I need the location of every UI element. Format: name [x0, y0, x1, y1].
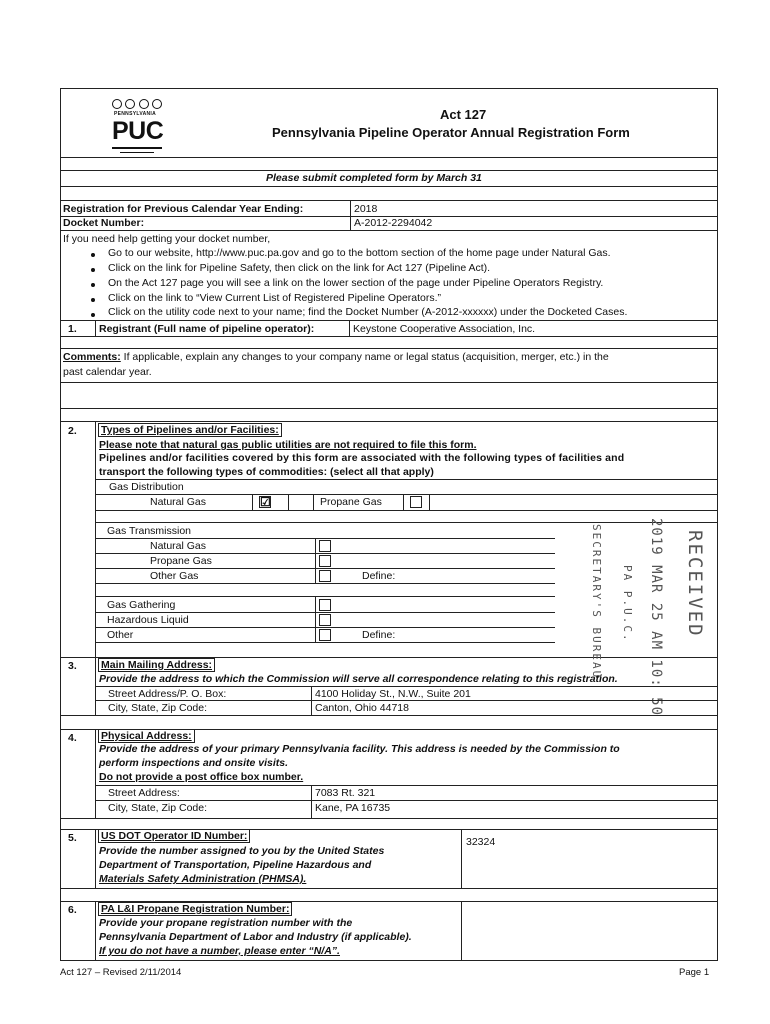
section2-number: 2. [68, 425, 77, 437]
mailing-street-value: 4100 Holiday St., N.W., Suite 201 [315, 688, 471, 700]
received-stamp-line1: RECEIVED [684, 530, 706, 638]
section4-desc-line3: Do not provide a post office box number. [99, 771, 304, 783]
docket-value: A-2012-2294042 [354, 217, 433, 229]
footer-page-number: Page 1 [679, 967, 710, 978]
section4-title [98, 729, 195, 743]
logo-subtitle: PENNSYLVANIA [114, 111, 157, 117]
comments-text: If applicable, explain any changes to your company name or legal status (acquisition, merger, etc.) in the [120, 351, 609, 363]
registrant-value: Keystone Cooperative Association, Inc. [353, 323, 536, 335]
submit-note: Please submit completed form by March 31 [266, 172, 482, 184]
transmission-propane-gas-label: Propane Gas [150, 555, 212, 567]
section3-desc: Provide the address to which the Commission will serve all correspondence relating to this registration. [99, 673, 618, 685]
logo-rule [112, 147, 162, 149]
section3-title [98, 658, 215, 672]
section6-desc-line2: Pennsylvania Department of Labor and Industry (if applicable). [99, 931, 412, 943]
gas-gathering-checkbox[interactable] [319, 599, 331, 611]
section2-desc-line2: transport the following types of commodities: (select all that apply) [99, 466, 434, 478]
logo-text: PUC [112, 117, 164, 145]
section5-title [98, 829, 250, 843]
section5-desc-line1: Provide the number assigned to you by the United States [99, 845, 385, 857]
help-item-1: Go to our website, http://www.puc.pa.gov and go to the bottom section of the home page under Natural Gas. [108, 247, 611, 259]
section1-number: 1. [68, 323, 77, 335]
help-item-5: Click on the utility code next to your name; find the Docket Number (A-2012-xxxxxx) under the Docketed Cases. [108, 306, 628, 318]
section2-title [98, 423, 282, 437]
comments-line2: past calendar year. [63, 366, 152, 378]
logo-circles [112, 99, 162, 109]
other-define-label: Define: [362, 629, 396, 641]
hazardous-liquid-checkbox[interactable] [319, 614, 331, 626]
year-value: 2018 [354, 203, 378, 215]
distribution-natural-gas-checkbox[interactable]: ☑ [260, 495, 271, 509]
form-title-line1: Act 127 [440, 107, 487, 122]
section6-number: 6. [68, 904, 77, 916]
received-stamp-line3: PA P.U.C. [621, 565, 634, 643]
help-intro: If you need help getting your docket number, [63, 233, 271, 245]
section4-desc-line1: Provide the address of your primary Pennsylvania facility. This address is needed by the Commission to [99, 743, 620, 755]
gas-gathering-label: Gas Gathering [107, 599, 176, 611]
received-stamp-line2: 2019 MAR 25 AM 10: 50 [648, 518, 664, 717]
docket-label: Docket Number: [63, 217, 145, 229]
mailing-city-label: City, State, Zip Code: [108, 702, 208, 714]
distribution-propane-gas-label: Propane Gas [320, 496, 382, 508]
hazardous-liquid-label: Hazardous Liquid [107, 614, 189, 626]
section6-title-text: PA L&I Propane Registration Number: [101, 903, 290, 915]
section4-number: 4. [68, 732, 77, 744]
section6-desc-line1: Provide your propane registration number with the [99, 917, 353, 929]
physical-street-label: Street Address: [108, 787, 180, 799]
dot-operator-id-value: 32324 [466, 836, 496, 848]
section6-title [98, 902, 292, 916]
help-item-3: On the Act 127 page you will see a link on the lower section of the page under Pipeline Operators Registry. [108, 277, 604, 289]
transmission-other-define-label: Define: [362, 570, 396, 582]
section4-title-text: Physical Address: [101, 730, 192, 742]
help-item-2: Click on the link for Pipeline Safety, then click on the link for Act 127 (Pipeline Act). [108, 262, 491, 274]
logo-rule-2 [120, 152, 154, 153]
form-title-line2: Pennsylvania Pipeline Operator Annual Registration Form [272, 125, 630, 140]
physical-city-value: Kane, PA 16735 [315, 802, 391, 814]
section5-desc-line3: Materials Safety Administration (PHMSA). [99, 873, 307, 885]
received-stamp-line4: SECRETARY'S BUREAU [590, 524, 603, 680]
other-label: Other [107, 629, 134, 641]
section3-number: 3. [68, 660, 77, 672]
gas-transmission-label: Gas Transmission [107, 525, 192, 537]
physical-street-value: 7083 Rt. 321 [315, 787, 376, 799]
section2-desc-line1: Pipelines and/or facilities covered by this form are associated with the following types of facilities and [99, 452, 625, 464]
transmission-natural-gas-checkbox[interactable] [319, 540, 331, 552]
footer-revision: Act 127 – Revised 2/11/2014 [60, 967, 182, 978]
registrant-label: Registrant (Full name of pipeline operator): [99, 323, 315, 335]
transmission-other-gas-checkbox[interactable] [319, 570, 331, 582]
section2-note: Please note that natural gas public utilities are not required to file this form. [99, 439, 477, 451]
mailing-city-value: Canton, Ohio 44718 [315, 702, 409, 714]
comments-label: Comments: [63, 351, 121, 363]
transmission-other-gas-label: Other Gas [150, 570, 199, 582]
section5-title-text: US DOT Operator ID Number: [101, 830, 248, 842]
section5-desc-line2: Department of Transportation, Pipeline Hazardous and [99, 859, 372, 871]
distribution-propane-gas-checkbox[interactable] [410, 496, 422, 508]
section3-title-text: Main Mailing Address: [101, 659, 213, 671]
help-item-4: Click on the link to “View Current List of Registered Pipeline Operators.” [108, 292, 442, 304]
comments-line1 [63, 351, 609, 363]
physical-city-label: City, State, Zip Code: [108, 802, 208, 814]
section2-title-text: Types of Pipelines and/or Facilities: [101, 424, 279, 436]
section4-desc-line2: perform inspections and onsite visits. [99, 757, 289, 769]
mailing-street-label: Street Address/P. O. Box: [108, 688, 227, 700]
transmission-propane-gas-checkbox[interactable] [319, 555, 331, 567]
puc-logo [108, 97, 166, 159]
transmission-natural-gas-label: Natural Gas [150, 540, 207, 552]
section5-number: 5. [68, 832, 77, 844]
year-label: Registration for Previous Calendar Year Ending: [63, 203, 304, 215]
gas-distribution-label: Gas Distribution [109, 481, 184, 493]
distribution-natural-gas-label: Natural Gas [150, 496, 207, 508]
section6-desc-line3: If you do not have a number, please enter “N/A”. [99, 945, 340, 957]
other-checkbox[interactable] [319, 629, 331, 641]
